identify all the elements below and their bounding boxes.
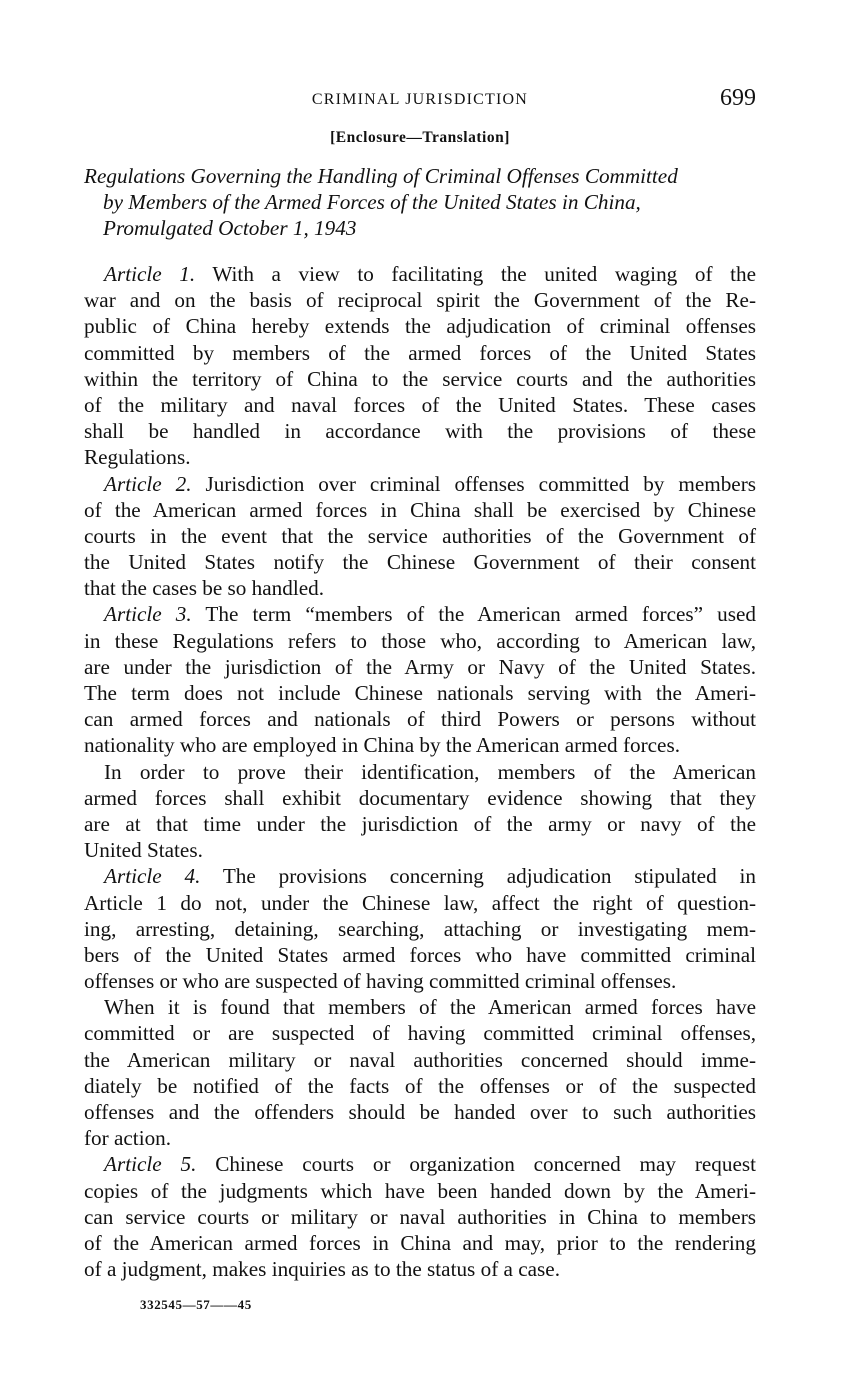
article-label: Article 5.	[104, 1152, 197, 1177]
text-line: Article 3. The term “members of the American armed forces” used	[104, 602, 757, 627]
paragraph-article-3	[84, 601, 756, 758]
article-label: Article 4.	[104, 864, 201, 889]
text-line: bers of the United States armed forces who have committed criminal	[84, 942, 756, 967]
paragraph-article-1	[84, 261, 756, 471]
text-line: Article 5. Chinese courts or organization concerned may request	[104, 1152, 756, 1177]
text-line: are under the jurisdiction of the Army or Navy of the United States.	[84, 654, 756, 679]
text-line: committed or are suspected of having committed criminal offenses,	[84, 1021, 756, 1046]
enclosure-label: [Enclosure—Translation]	[330, 129, 510, 146]
text-line: of the American armed forces in China shall be exercised by Chinese	[84, 497, 756, 522]
body-text	[84, 261, 756, 1282]
regulations-title	[84, 163, 756, 241]
article-label: Article 3.	[104, 602, 192, 627]
paragraph-article-5	[84, 1151, 756, 1282]
text-line: When it is found that members of the American armed forces have	[104, 995, 756, 1020]
text-line: offenses or who are suspected of having committed criminal offenses.	[84, 969, 677, 994]
text-line: are at that time under the jurisdiction of the army or navy of the	[84, 811, 756, 836]
text-line: of the military and naval forces of the United States. These cases	[84, 392, 756, 417]
text-line: diately be notified of the facts of the offenses or of the suspected	[84, 1073, 756, 1098]
text-line: war and on the basis of reciprocal spirit the Government of the Re-	[84, 288, 756, 313]
text-line: Article 1 do not, under the Chinese law, affect the right of question-	[84, 890, 756, 915]
text-line: offenses and the offenders should be handed over to such authorities	[84, 1100, 756, 1124]
text-line: of a judgment, makes inquiries as to the status of a case.	[84, 1257, 561, 1282]
text-line: Regulations.	[84, 445, 191, 470]
text-line: Article 2. Jurisdiction over criminal offenses committed by members	[104, 471, 756, 496]
running-header	[84, 85, 756, 114]
text-line: nationality who are employed in China by the American armed forces.	[84, 733, 681, 758]
text-line: can armed forces and nationals of third Powers or persons without	[84, 707, 756, 732]
text-line: public of China hereby extends the adjudication of criminal offenses	[84, 314, 756, 339]
text-line: in these Regulations refers to those who, according to American law,	[84, 628, 756, 653]
paragraph-article-4-notification	[84, 994, 756, 1151]
print-code: 332545—57——45	[140, 1297, 252, 1312]
paragraph-article-3-identification	[84, 759, 756, 864]
text-line: In order to prove their identification, members of the American	[104, 759, 756, 784]
text-line: the United States notify the Chinese Government of their consent	[84, 550, 756, 575]
text-line: within the territory of China to the service courts and the authorities	[84, 366, 756, 391]
text-line: can service courts or military or naval authorities in China to members	[84, 1204, 756, 1229]
article-label: Article 2.	[104, 471, 192, 496]
text-line: the American military or naval authorities concerned should imme-	[84, 1047, 756, 1072]
text-line: The term does not include Chinese nationals serving with the Ameri-	[84, 681, 756, 705]
text-line: ing, arresting, detaining, searching, attaching or investigating mem-	[84, 916, 756, 941]
text-line: United States.	[84, 838, 203, 863]
text-line: that the cases be so handled.	[84, 576, 325, 601]
text-line: Article 4. The provisions concerning adjudication stipulated in	[104, 864, 756, 889]
running-title: CRIMINAL JURISDICTION	[311, 91, 529, 108]
article-label: Article 1.	[104, 262, 196, 286]
text-line: Article 1. With a view to facilitating the united waging of the	[104, 262, 757, 286]
text-line: committed by members of the armed forces of the United States	[84, 340, 756, 365]
title-line: Regulations Governing the Handling of Criminal Offenses Committed	[84, 164, 678, 188]
text-line: copies of the judgments which have been handed down by the Ameri-	[84, 1178, 756, 1203]
text-line: courts in the event that the service authorities of the Government of	[84, 523, 756, 548]
text-line: of the American armed forces in China and may, prior to the rendering	[84, 1230, 756, 1255]
paragraph-article-4	[84, 863, 756, 994]
text-line: armed forces shall exhibit documentary evidence showing that they	[84, 785, 756, 810]
title-line: by Members of the Armed Forces of the United States in China,	[103, 190, 641, 214]
title-line: Promulgated October 1, 1943	[103, 216, 357, 240]
text-line: for action.	[84, 1126, 172, 1151]
page-number: 699	[720, 85, 756, 111]
text-line: shall be handled in accordance with the provisions of these	[84, 419, 756, 444]
paragraph-article-2	[84, 471, 756, 602]
